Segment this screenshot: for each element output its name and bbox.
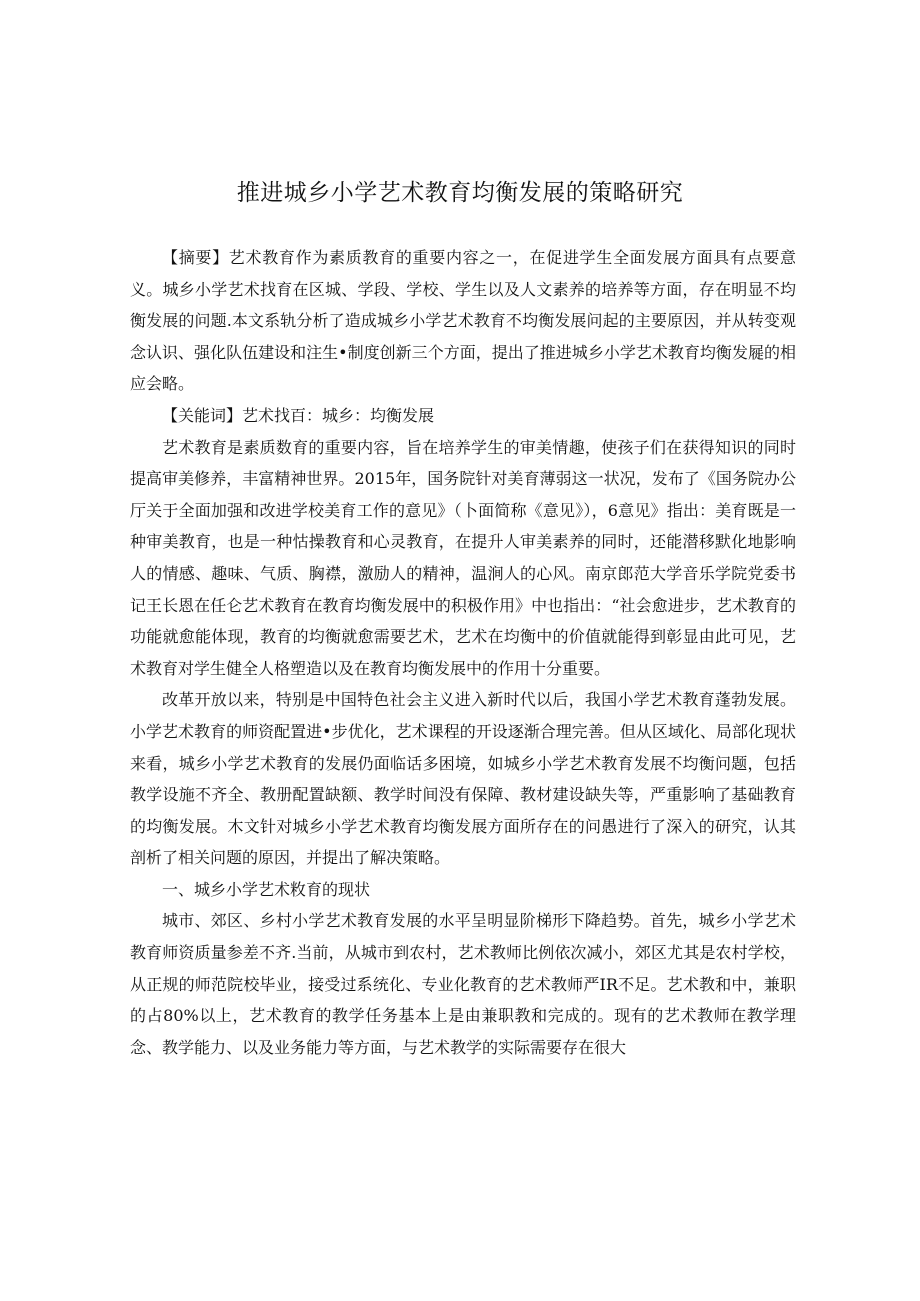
- document-body: [130, 242, 796, 1063]
- document-title: 推进城乡小学艺术教育均衡发展的策略研究: [236, 180, 684, 206]
- body-paragraph: 改革开放以来，特别是中国特色社会主义进入新时代以后，我国小学艺术教育蓬勃发展。小学艺术教育的师资配置进•步优化，艺术课程的开设逐渐合理完善。但从区域化、局部化现状来看，城乡小学艺术教育的发展仍面临话多困境，如城乡小学艺术教育发展不均衡问题，包括教学设施不齐全、教册配置缺额、教学时间没有保障、教材建设缺失等，严重影响了基础教育的均衡发展。木文针对城乡小学艺术教育均衡发展方面所存在的问愚进行了深入的研究，认其剖析了相关问题的原因，并提出了解决策略。: [130, 690, 796, 868]
- body-paragraph: 艺术教育是素质数育的重要内容，旨在培养学生的审美情趣，使孩子们在获得知识的同时提高审美修养，丰富精神世界。2015年，国务院针对美育薄弱这一状况，发布了《国务院办公厅关于全面加强和改进学校美育工作的意见》（卜面简称《意见》），6意见》指出：美育既是一种审美教育，也是一种怙操教育和心灵教育，在提升人审美素养的同时，还能潜移默化地影响人的情感、趣味、气质、胸襟，激励人的精神，温涧人的心风。南京郎范大学音乐学院党委书记王长恩在任仑艺术教育在教育均衡发展中的积极作用》中也指出：“社会愈进步，艺术教育的功能就愈能体现，教育的均衡就愈需要艺术，艺术在均衡中的价值就能得到彰显由此可见，艺术教育对学生健全人格塑造以及在教育均衡发展中的作用十分重要。: [130, 437, 796, 678]
- body-paragraph: 城市、郊区、乡村小学艺术教育发展的水平呈明显阶梯形下降趋势。首先，城乡小学艺术教育师资质量参差不齐.当前，从城市到农村，艺术教师比例依次减小，郊区尤其是农村学校，从正规的师范院校毕业，接受过系统化、专业化教育的艺术教师严IR不足。艺术教和中，兼职的占80%以上，艺术教育的教学任务基本上是由兼职教和完成的。现有的艺术教师在教学理念、教学能力、以及业务能力等方面，与艺术教学的实际需要存在很大: [130, 911, 796, 1057]
- keywords-paragraph: 【关能词】艺术找百：城乡：均衡发展: [162, 405, 435, 425]
- section-heading: 一、城乡小学艺术敉育的现状: [162, 879, 371, 899]
- abstract-paragraph: 【摘要】艺术教育作为素质教育的重要内容之一，在促进学生全面发展方面具有点要意义。城乡小学艺术找育在区城、学段、学校、学生以及人文素养的培养等方面，存在明显不均衡发展的问题.本文系轨分析了造成城乡小学艺术教育不均衡发展问起的主要原因，并从转变观念认识、强化队伍建设和注生•制度创新三个方面，提出了推进城乡小学艺术教育均衡发屣的相应会略。: [130, 248, 796, 394]
